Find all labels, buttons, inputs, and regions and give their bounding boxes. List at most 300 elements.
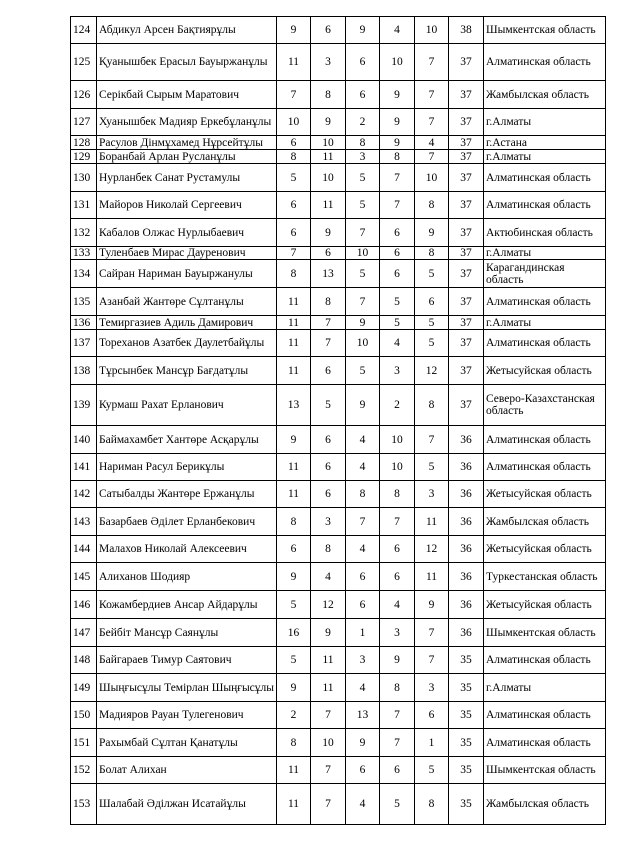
total-score-cell: 37	[449, 150, 484, 164]
row-number-cell: 146	[71, 591, 97, 619]
participant-name-cell: Алиханов Шодияр	[97, 563, 277, 591]
region-cell: г.Алматы	[484, 316, 606, 330]
score-cell: 4	[311, 563, 346, 591]
score-cell: 11	[415, 563, 449, 591]
participant-name-cell: Шыңғысұлы Темірлан Шыңғысұлы	[97, 674, 277, 702]
total-score-cell: 37	[449, 316, 484, 330]
table-row	[71, 385, 606, 426]
score-cell: 6	[311, 454, 346, 481]
score-cell: 11	[277, 757, 311, 784]
table-row	[71, 192, 606, 219]
table-row	[71, 647, 606, 674]
score-cell: 8	[380, 481, 415, 508]
row-number-cell: 141	[71, 454, 97, 481]
score-cell: 5	[415, 260, 449, 288]
total-score-cell: 36	[449, 563, 484, 591]
table-row	[71, 17, 606, 44]
score-cell: 11	[277, 330, 311, 357]
table-row	[71, 757, 606, 784]
score-cell: 7	[415, 109, 449, 136]
table-row	[71, 508, 606, 536]
score-cell: 7	[380, 729, 415, 757]
table-row	[71, 164, 606, 192]
score-cell: 8	[311, 81, 346, 109]
table-row	[71, 260, 606, 288]
score-cell: 9	[380, 136, 415, 150]
participant-name-cell: Майоров Николай Сергеевич	[97, 192, 277, 219]
row-number-cell: 150	[71, 702, 97, 729]
row-number-cell: 129	[71, 150, 97, 164]
table-row	[71, 426, 606, 454]
participant-name-cell: Сатыбалды Жантөре Ержанұлы	[97, 481, 277, 508]
score-cell: 7	[311, 702, 346, 729]
score-cell: 4	[346, 536, 380, 563]
score-cell: 10	[415, 17, 449, 44]
total-score-cell: 35	[449, 647, 484, 674]
score-cell: 6	[277, 136, 311, 150]
region-cell: г.Астана	[484, 136, 606, 150]
row-number-cell: 126	[71, 81, 97, 109]
score-cell: 11	[277, 288, 311, 316]
participant-name-cell: Тореханов Азатбек Даулетбайұлы	[97, 330, 277, 357]
score-cell: 11	[277, 44, 311, 81]
score-cell: 3	[415, 674, 449, 702]
score-cell: 4	[380, 591, 415, 619]
score-cell: 10	[380, 426, 415, 454]
score-cell: 3	[346, 647, 380, 674]
score-cell: 8	[415, 784, 449, 825]
row-number-cell: 144	[71, 536, 97, 563]
region-cell: Алматинская область	[484, 454, 606, 481]
region-cell: Актюбинская область	[484, 219, 606, 247]
participant-name-cell: Қуанышбек Ерасыл Бауыржанұлы	[97, 44, 277, 81]
participant-name-cell: Баймахамбет Хантөре Асқарұлы	[97, 426, 277, 454]
score-cell: 4	[380, 330, 415, 357]
score-cell: 8	[311, 536, 346, 563]
score-cell: 9	[415, 591, 449, 619]
table-row	[71, 619, 606, 647]
region-cell: Жетысуйская область	[484, 481, 606, 508]
score-cell: 8	[380, 674, 415, 702]
score-cell: 5	[277, 164, 311, 192]
score-cell: 11	[277, 357, 311, 385]
table-row	[71, 247, 606, 260]
region-cell: Алматинская область	[484, 288, 606, 316]
score-cell: 9	[277, 563, 311, 591]
participant-name-cell: Боранбай Арлан Русланұлы	[97, 150, 277, 164]
total-score-cell: 37	[449, 164, 484, 192]
participant-name-cell: Абдикул Арсен Бақтиярұлы	[97, 17, 277, 44]
total-score-cell: 37	[449, 136, 484, 150]
score-cell: 6	[380, 247, 415, 260]
total-score-cell: 36	[449, 591, 484, 619]
score-cell: 11	[277, 454, 311, 481]
participant-name-cell: Азанбай Жантөре Сұлтанұлы	[97, 288, 277, 316]
region-cell: Алматинская область	[484, 192, 606, 219]
score-cell: 13	[311, 260, 346, 288]
score-cell: 8	[277, 508, 311, 536]
score-cell: 6	[380, 219, 415, 247]
participant-name-cell: Кожамбердиев Ансар Айдарұлы	[97, 591, 277, 619]
participant-name-cell: Курмаш Рахат Ерланович	[97, 385, 277, 426]
score-cell: 9	[311, 219, 346, 247]
participant-name-cell: Тұрсынбек Мансұр Бағдатұлы	[97, 357, 277, 385]
score-cell: 5	[415, 330, 449, 357]
score-cell: 12	[311, 591, 346, 619]
region-cell: г.Алматы	[484, 150, 606, 164]
row-number-cell: 145	[71, 563, 97, 591]
score-cell: 7	[346, 288, 380, 316]
score-cell: 9	[415, 219, 449, 247]
score-cell: 11	[415, 508, 449, 536]
score-cell: 16	[277, 619, 311, 647]
score-cell: 8	[277, 729, 311, 757]
score-cell: 6	[311, 357, 346, 385]
region-cell: Алматинская область	[484, 44, 606, 81]
row-number-cell: 134	[71, 260, 97, 288]
score-cell: 6	[346, 81, 380, 109]
region-cell: Шымкентская область	[484, 757, 606, 784]
participant-name-cell: Бейбіт Мансұр Саянұлы	[97, 619, 277, 647]
score-cell: 6	[380, 260, 415, 288]
row-number-cell: 148	[71, 647, 97, 674]
score-cell: 8	[415, 192, 449, 219]
total-score-cell: 36	[449, 481, 484, 508]
table-row	[71, 563, 606, 591]
region-cell: Северо-Казахстанская область	[484, 385, 606, 426]
score-cell: 11	[277, 784, 311, 825]
row-number-cell: 127	[71, 109, 97, 136]
score-cell: 9	[311, 619, 346, 647]
score-cell: 3	[346, 150, 380, 164]
score-cell: 7	[415, 150, 449, 164]
total-score-cell: 35	[449, 784, 484, 825]
table-row	[71, 316, 606, 330]
score-cell: 7	[415, 619, 449, 647]
row-number-cell: 124	[71, 17, 97, 44]
score-cell: 5	[380, 784, 415, 825]
score-cell: 5	[277, 591, 311, 619]
score-cell: 9	[277, 17, 311, 44]
score-cell: 7	[346, 508, 380, 536]
total-score-cell: 37	[449, 357, 484, 385]
row-number-cell: 138	[71, 357, 97, 385]
row-number-cell: 136	[71, 316, 97, 330]
row-number-cell: 151	[71, 729, 97, 757]
participant-name-cell: Серікбай Сырым Маратович	[97, 81, 277, 109]
score-cell: 11	[311, 192, 346, 219]
total-score-cell: 35	[449, 674, 484, 702]
score-cell: 3	[311, 508, 346, 536]
total-score-cell: 35	[449, 757, 484, 784]
row-number-cell: 153	[71, 784, 97, 825]
region-cell: Алматинская область	[484, 164, 606, 192]
table-row	[71, 729, 606, 757]
row-number-cell: 131	[71, 192, 97, 219]
score-cell: 6	[380, 757, 415, 784]
score-cell: 4	[346, 784, 380, 825]
score-cell: 7	[277, 247, 311, 260]
row-number-cell: 137	[71, 330, 97, 357]
region-cell: Жамбылская область	[484, 81, 606, 109]
table-row	[71, 44, 606, 81]
table-row	[71, 136, 606, 150]
total-score-cell: 35	[449, 702, 484, 729]
row-number-cell: 152	[71, 757, 97, 784]
total-score-cell: 37	[449, 219, 484, 247]
score-cell: 7	[277, 81, 311, 109]
score-cell: 10	[346, 330, 380, 357]
table-row	[71, 591, 606, 619]
score-cell: 7	[311, 316, 346, 330]
score-cell: 5	[415, 757, 449, 784]
total-score-cell: 36	[449, 508, 484, 536]
participant-name-cell: Темиргазиев Адиль Дамирович	[97, 316, 277, 330]
region-cell: Алматинская область	[484, 702, 606, 729]
score-cell: 4	[380, 17, 415, 44]
score-cell: 8	[415, 385, 449, 426]
score-cell: 4	[415, 136, 449, 150]
score-cell: 8	[380, 150, 415, 164]
score-cell: 6	[311, 17, 346, 44]
score-cell: 13	[277, 385, 311, 426]
row-number-cell: 130	[71, 164, 97, 192]
score-cell: 8	[346, 136, 380, 150]
table-row	[71, 109, 606, 136]
total-score-cell: 37	[449, 247, 484, 260]
score-cell: 7	[380, 192, 415, 219]
table-row	[71, 674, 606, 702]
score-cell: 3	[380, 357, 415, 385]
region-cell: Алматинская область	[484, 330, 606, 357]
region-cell: г.Алматы	[484, 247, 606, 260]
score-cell: 3	[380, 619, 415, 647]
score-cell: 9	[346, 729, 380, 757]
score-cell: 10	[346, 247, 380, 260]
region-cell: Жетысуйская область	[484, 536, 606, 563]
participant-name-cell: Рахымбай Сұлтан Қанатұлы	[97, 729, 277, 757]
total-score-cell: 36	[449, 426, 484, 454]
participant-name-cell: Базарбаев Әділет Ерланбекович	[97, 508, 277, 536]
score-cell: 7	[380, 164, 415, 192]
total-score-cell: 35	[449, 729, 484, 757]
score-cell: 11	[277, 316, 311, 330]
score-cell: 9	[380, 109, 415, 136]
participant-name-cell: Хуанышбек Мадияр Еркебұланұлы	[97, 109, 277, 136]
score-cell: 9	[277, 674, 311, 702]
row-number-cell: 133	[71, 247, 97, 260]
table-row	[71, 454, 606, 481]
score-cell: 7	[415, 647, 449, 674]
score-cell: 2	[346, 109, 380, 136]
score-cell: 7	[380, 508, 415, 536]
score-cell: 5	[380, 316, 415, 330]
score-cell: 4	[346, 674, 380, 702]
score-cell: 10	[380, 44, 415, 81]
total-score-cell: 36	[449, 619, 484, 647]
score-cell: 9	[346, 385, 380, 426]
total-score-cell: 37	[449, 81, 484, 109]
region-cell: Жетысуйская область	[484, 591, 606, 619]
score-cell: 11	[311, 647, 346, 674]
score-cell: 10	[415, 164, 449, 192]
score-cell: 5	[346, 192, 380, 219]
score-cell: 12	[415, 536, 449, 563]
participant-name-cell: Малахов Николай Алексеевич	[97, 536, 277, 563]
score-cell: 6	[277, 219, 311, 247]
total-score-cell: 37	[449, 109, 484, 136]
row-number-cell: 149	[71, 674, 97, 702]
participant-name-cell: Кабалов Олжас Нурлыбаевич	[97, 219, 277, 247]
region-cell: г.Алматы	[484, 109, 606, 136]
score-cell: 5	[311, 385, 346, 426]
score-cell: 7	[415, 81, 449, 109]
results-table	[70, 16, 606, 825]
score-cell: 4	[346, 426, 380, 454]
score-cell: 8	[311, 288, 346, 316]
score-cell: 7	[415, 426, 449, 454]
score-cell: 11	[277, 481, 311, 508]
score-cell: 6	[380, 563, 415, 591]
score-cell: 6	[346, 563, 380, 591]
score-cell: 6	[311, 426, 346, 454]
table-row	[71, 357, 606, 385]
score-cell: 6	[346, 591, 380, 619]
score-cell: 5	[346, 260, 380, 288]
participant-name-cell: Расулов Дінмұхамед Нұрсейтұлы	[97, 136, 277, 150]
score-cell: 5	[346, 357, 380, 385]
row-number-cell: 132	[71, 219, 97, 247]
row-number-cell: 142	[71, 481, 97, 508]
score-cell: 9	[346, 17, 380, 44]
region-cell: Жамбылская область	[484, 784, 606, 825]
total-score-cell: 37	[449, 260, 484, 288]
region-cell: Алматинская область	[484, 647, 606, 674]
score-cell: 3	[311, 44, 346, 81]
score-cell: 9	[277, 426, 311, 454]
score-cell: 6	[277, 192, 311, 219]
table-row	[71, 219, 606, 247]
table-row	[71, 481, 606, 508]
score-cell: 10	[311, 136, 346, 150]
region-cell: Жамбылская область	[484, 508, 606, 536]
score-cell: 6	[346, 757, 380, 784]
participant-name-cell: Мадияров Рауан Тулегенович	[97, 702, 277, 729]
table-row	[71, 536, 606, 563]
score-cell: 5	[380, 288, 415, 316]
table-row	[71, 330, 606, 357]
table-row	[71, 702, 606, 729]
score-cell: 6	[346, 44, 380, 81]
table-row	[71, 784, 606, 825]
score-cell: 1	[346, 619, 380, 647]
score-cell: 8	[415, 247, 449, 260]
row-number-cell: 140	[71, 426, 97, 454]
score-cell: 5	[277, 647, 311, 674]
total-score-cell: 38	[449, 17, 484, 44]
score-cell: 10	[311, 164, 346, 192]
score-cell: 13	[346, 702, 380, 729]
score-cell: 6	[277, 536, 311, 563]
score-cell: 6	[415, 288, 449, 316]
score-cell: 9	[380, 81, 415, 109]
table-row	[71, 288, 606, 316]
score-cell: 7	[311, 784, 346, 825]
score-cell: 8	[346, 481, 380, 508]
score-cell: 11	[311, 150, 346, 164]
score-cell: 8	[277, 150, 311, 164]
region-cell: г.Алматы	[484, 674, 606, 702]
score-cell: 10	[311, 729, 346, 757]
total-score-cell: 36	[449, 454, 484, 481]
participant-name-cell: Туленбаев Мирас Дауренович	[97, 247, 277, 260]
score-cell: 5	[415, 316, 449, 330]
region-cell: Жетысуйская область	[484, 357, 606, 385]
total-score-cell: 37	[449, 192, 484, 219]
total-score-cell: 37	[449, 330, 484, 357]
participant-name-cell: Нариман Расул Берикұлы	[97, 454, 277, 481]
page-rule	[70, 824, 605, 825]
score-cell: 7	[311, 757, 346, 784]
row-number-cell: 135	[71, 288, 97, 316]
row-number-cell: 125	[71, 44, 97, 81]
row-number-cell: 128	[71, 136, 97, 150]
score-cell: 7	[346, 219, 380, 247]
row-number-cell: 139	[71, 385, 97, 426]
region-cell: Карагандинская область	[484, 260, 606, 288]
score-cell: 5	[346, 164, 380, 192]
score-cell: 5	[415, 454, 449, 481]
score-cell: 7	[415, 44, 449, 81]
region-cell: Туркестанская область	[484, 563, 606, 591]
participant-name-cell: Сайран Нариман Бауыржанулы	[97, 260, 277, 288]
region-cell: Шымкентская область	[484, 619, 606, 647]
score-cell: 10	[277, 109, 311, 136]
table-row	[71, 150, 606, 164]
region-cell: Шымкентская область	[484, 17, 606, 44]
score-cell: 7	[380, 702, 415, 729]
participant-name-cell: Шалабай Әділжан Исатайұлы	[97, 784, 277, 825]
row-number-cell: 147	[71, 619, 97, 647]
region-cell: Алматинская область	[484, 426, 606, 454]
score-cell: 9	[311, 109, 346, 136]
score-cell: 4	[346, 454, 380, 481]
score-cell: 6	[311, 481, 346, 508]
participant-name-cell: Болат Алихан	[97, 757, 277, 784]
score-cell: 11	[311, 674, 346, 702]
region-cell: Алматинская область	[484, 729, 606, 757]
participant-name-cell: Байгараев Тимур Саятович	[97, 647, 277, 674]
table-row	[71, 81, 606, 109]
score-cell: 6	[415, 702, 449, 729]
total-score-cell: 37	[449, 385, 484, 426]
score-cell: 8	[277, 260, 311, 288]
score-cell: 6	[311, 247, 346, 260]
score-cell: 1	[415, 729, 449, 757]
score-cell: 12	[415, 357, 449, 385]
score-cell: 9	[346, 316, 380, 330]
participant-name-cell: Нурланбек Санат Рустамулы	[97, 164, 277, 192]
score-cell: 2	[277, 702, 311, 729]
results-table-body	[71, 17, 606, 825]
score-cell: 7	[311, 330, 346, 357]
score-cell: 9	[380, 647, 415, 674]
score-cell: 6	[380, 536, 415, 563]
total-score-cell: 37	[449, 288, 484, 316]
row-number-cell: 143	[71, 508, 97, 536]
total-score-cell: 37	[449, 44, 484, 81]
total-score-cell: 36	[449, 536, 484, 563]
